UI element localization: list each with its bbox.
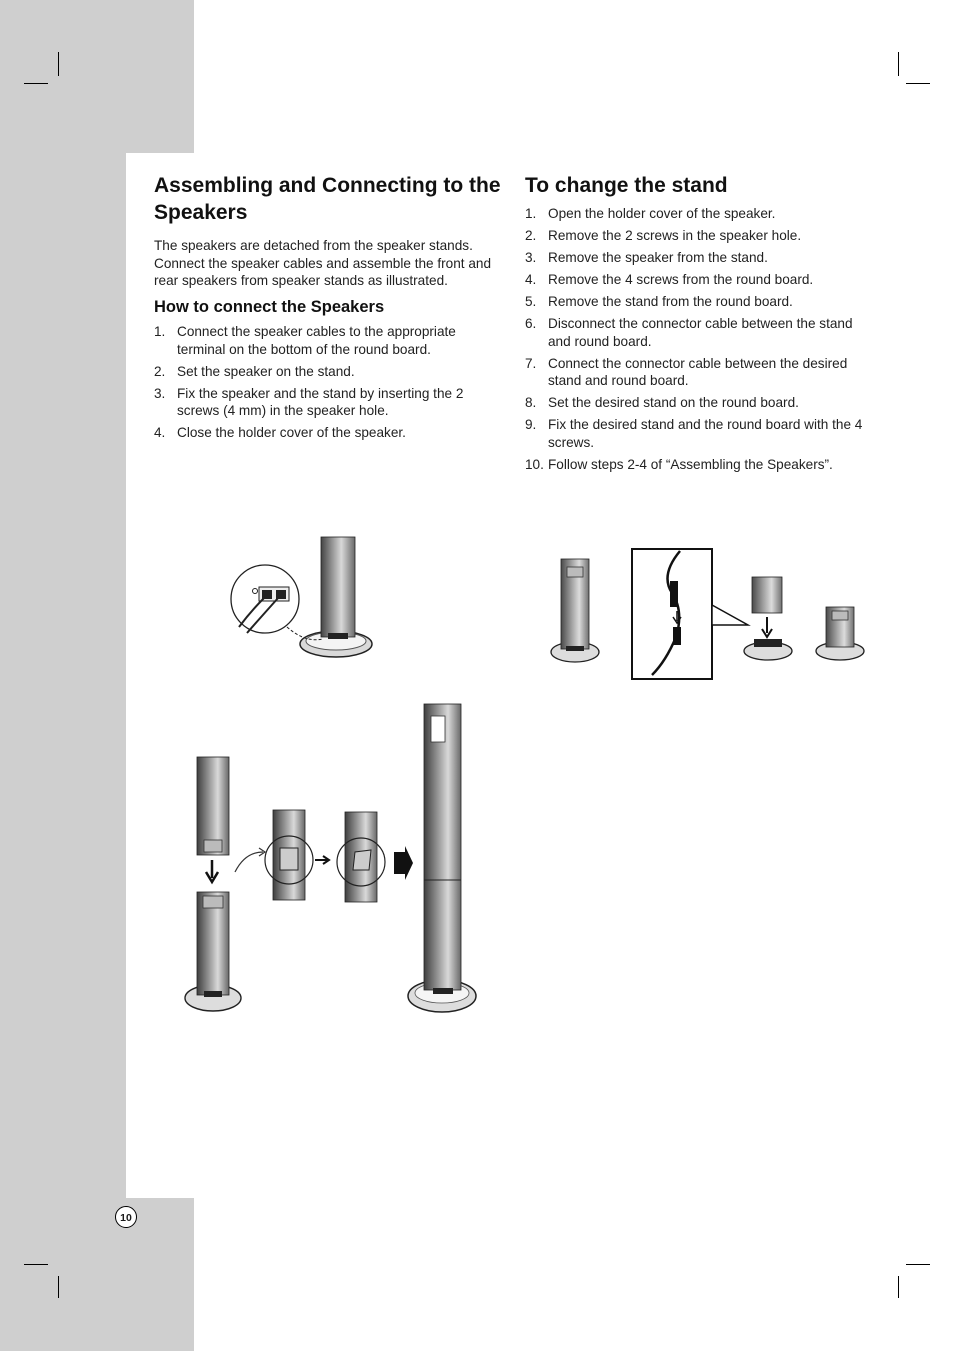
list-item — [525, 293, 877, 311]
margin-band-top — [0, 0, 194, 153]
list-item — [154, 323, 499, 358]
list-item — [525, 315, 877, 350]
list-item — [154, 385, 499, 420]
page-number: 10 — [115, 1206, 137, 1228]
margin-band-side — [0, 153, 126, 1198]
crop-mark — [58, 52, 59, 76]
list-item — [525, 271, 877, 289]
step-text: Set the desired stand on the round board. — [548, 395, 799, 410]
step-text: Disconnect the connector cable between the stand and round board. — [548, 316, 853, 349]
crop-mark — [24, 1264, 48, 1265]
step-number: 8. — [525, 395, 537, 410]
step-number: 3. — [154, 385, 166, 401]
cable-connection-illustration — [225, 535, 385, 665]
stand-change-illustration — [548, 545, 874, 685]
section-title-change-stand: To change the stand — [525, 174, 728, 197]
step-text: Fix the desired stand and the round board with the 4 screws. — [548, 417, 863, 450]
step-text: Fix the speaker and the stand by inserting the 2 screws (4 mm) in the speaker hole. — [177, 385, 464, 418]
change-stand-steps-list — [525, 205, 877, 478]
step-text: Connect the connector cable between the desired stand and round board. — [548, 355, 848, 388]
step-text: Follow steps 2-4 of “Assembling the Speakers”. — [548, 456, 833, 472]
connect-steps-list — [154, 323, 499, 446]
step-text: Remove the speaker from the stand. — [548, 250, 768, 265]
crop-mark — [906, 83, 930, 84]
step-number: 4. — [154, 425, 166, 440]
step-number: 2. — [154, 363, 166, 379]
step-text: Open the holder cover of the speaker. — [548, 206, 776, 221]
step-number: 9. — [525, 417, 537, 432]
intro-paragraph: The speakers are detached from the speaker stands. Connect the speaker cables and assemble the front and rear speakers from speaker stands as illustrated. — [154, 238, 492, 288]
step-number: 1. — [525, 206, 537, 221]
step-text: Connect the speaker cables to the appropriate terminal on the bottom of the round board. — [177, 324, 456, 357]
subheading-how-to-connect: How to connect the Speakers — [154, 298, 385, 316]
section-title-assembling: Assembling and Connecting to the Speakers — [154, 174, 501, 224]
list-item — [525, 249, 877, 267]
step-text: Set the speaker on the stand. — [177, 363, 355, 379]
list-item — [525, 416, 877, 451]
crop-mark — [906, 1264, 930, 1265]
list-item — [154, 424, 499, 442]
step-number: 7. — [525, 355, 537, 371]
step-number: 3. — [525, 250, 537, 265]
step-number: 4. — [525, 272, 537, 287]
step-text: Remove the stand from the round board. — [548, 294, 793, 309]
step-text: Close the holder cover of the speaker. — [177, 425, 406, 440]
crop-mark — [24, 83, 48, 84]
crop-mark — [898, 52, 899, 76]
step-text: Remove the 4 screws from the round board. — [548, 272, 814, 287]
step-number: 5. — [525, 294, 537, 309]
assembly-sequence-illustration — [183, 700, 483, 1020]
list-item — [525, 205, 877, 223]
list-item — [525, 456, 877, 474]
step-number: 6. — [525, 316, 537, 331]
crop-mark — [898, 1276, 899, 1298]
crop-mark — [58, 1276, 59, 1298]
step-text: Remove the 2 screws in the speaker hole. — [548, 228, 802, 243]
list-item — [525, 227, 877, 245]
margin-band-bottom — [0, 1198, 194, 1351]
step-number: 10. — [525, 456, 544, 472]
list-item — [525, 394, 877, 412]
step-number: 2. — [525, 228, 537, 243]
step-number: 1. — [154, 324, 166, 339]
list-item — [525, 355, 877, 390]
list-item — [154, 363, 499, 381]
